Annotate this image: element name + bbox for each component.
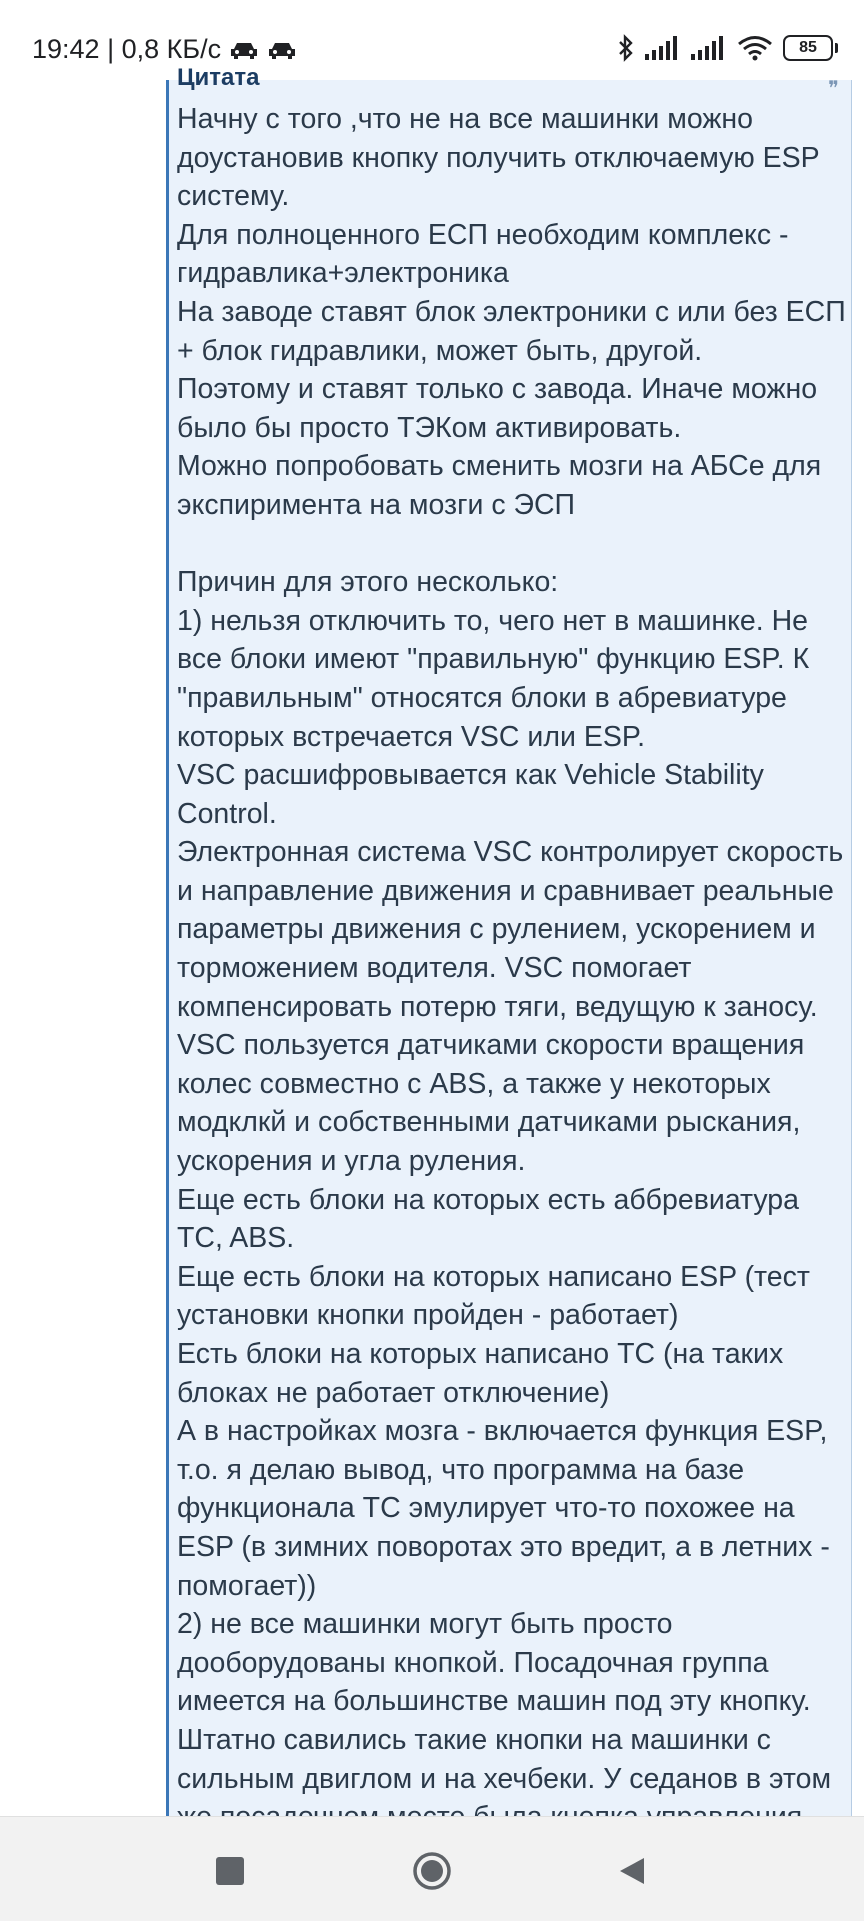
quote-text: Начну с того ,что не на все машинки можно доустановив кнопку получить отключаемую ESP систему. Для полноценного ЕСП необходим комплекс - гидравлика+электроника На заводе ставят блок электроники с или без ЕСП + блок гидравлики, может быть, другой. Поэтому и ставят только с завода. Иначе можно было бы просто ТЭКом активировать. Можно попробовать сменить мозги на АБСе для экспиримента на мозги с ЭСП Причин для этого несколько: 1) нельзя отключить то, чего нет в машинке. Не все блоки имеют "правильную" функцию ESP. К "правильным" относятся блоки в абревиатуре которых встречается VSC или ESP. VSC расшифровывается как Vehicle Stability Control. Электронная система VSC контролирует скорость и направление движения и сравнивает реальные параметры движения с рулением, ускорением и торможением водителя. VSC помогает компенсировать потерю тяги, ведущую к заносу. VSC пользуется датчиками скорости вращения колес совместно с ABS, а также у некоторых модклкй и собственными датчиками рыскания, ускорения и угла руления. Еще есть блоки на которых есть аббревиатура TC, ABS. Еще есть блоки на которых написано ESP (тест установки кнопки пройден - работает) Есть блоки на которых написано TC (на таких блоках не работает отключение) А в настройках мозга - включается функция ESP, т.о. я делаю вывод, что программа на базе функционала TC эмулирует что-то похожее на ESP (в зимних поворотах это вредит, а в летних - помогает)) 2) не все машинки могут быть просто дооборудованы кнопкой. Посадочная группа имеется на большинстве машин под эту кнопку. Штатно савились такие кнопки на машинки с сильным двиглом и на хечбеки. У седанов в этом (177, 103, 846, 1795)
square-icon (216, 1857, 244, 1885)
status-left (32, 34, 297, 65)
car-icon (229, 40, 259, 60)
bluetooth-icon (617, 34, 635, 62)
status-right (617, 34, 838, 62)
car-icon (267, 40, 297, 60)
forum-post-content[interactable] (0, 64, 864, 1816)
status-bar (0, 0, 864, 80)
signal-icon (691, 36, 727, 60)
quote-block (166, 64, 852, 1816)
home-button[interactable] (408, 1847, 456, 1895)
triangle-back-icon (618, 1856, 646, 1886)
wifi-icon (737, 35, 773, 61)
signal-icon (645, 36, 681, 60)
recents-button[interactable] (206, 1847, 254, 1895)
quote-icon: ❞ (828, 78, 839, 100)
navigation-bar (0, 1816, 864, 1921)
battery-tip (835, 43, 838, 53)
status-time-speed: 19:42 | 0,8 КБ/с (32, 34, 222, 64)
circle-icon (412, 1851, 452, 1891)
battery-indicator (783, 35, 838, 61)
back-button[interactable] (608, 1847, 656, 1895)
quote-header: Цитата (177, 64, 260, 91)
battery-level: 85 (783, 35, 833, 61)
